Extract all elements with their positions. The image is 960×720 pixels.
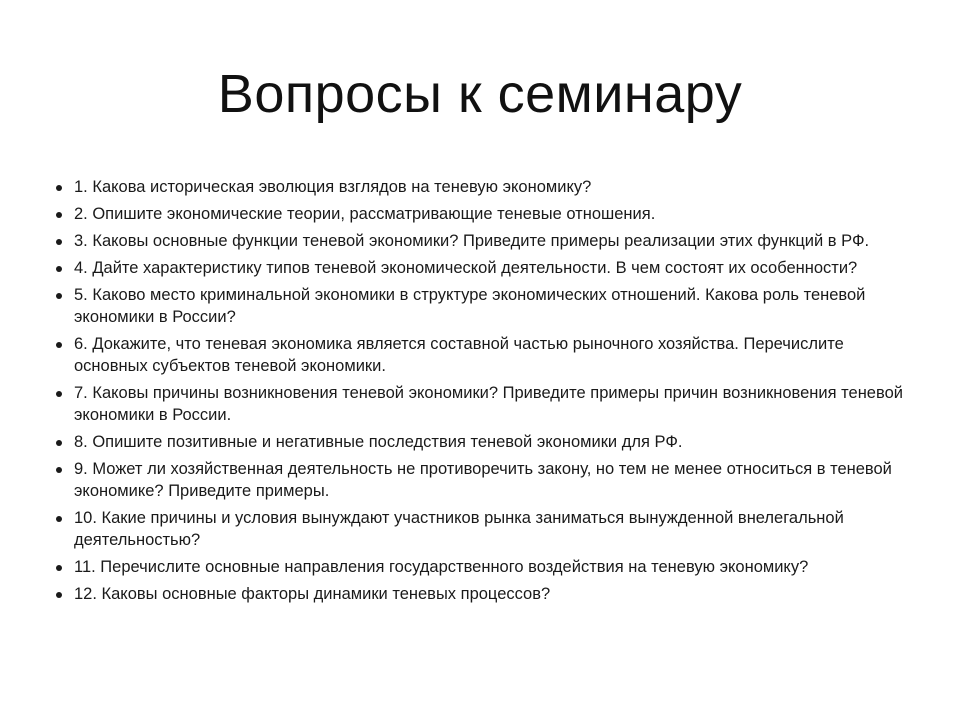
question-item	[56, 507, 916, 551]
question-item	[56, 583, 916, 605]
bullet-icon	[56, 266, 62, 272]
question-item	[56, 230, 916, 252]
bullet-icon	[56, 212, 62, 218]
bullet-icon	[56, 467, 62, 473]
bullet-icon	[56, 185, 62, 191]
question-text: 1. Какова историческая эволюция взглядов на теневую экономику?	[74, 178, 592, 196]
question-item	[56, 458, 916, 502]
slide-title: Вопросы к семинару	[217, 64, 743, 124]
bullet-icon	[56, 440, 62, 446]
question-text: 12. Каковы основные факторы динамики теневых процессов?	[74, 585, 551, 603]
question-text: 9. Может ли хозяйственная деятельность не противоречить закону, но тем не менее относиться в теневой экономике? Приведите примеры.	[74, 460, 892, 500]
question-text: 11. Перечислите основные направления государственного воздействия на теневую экономику?	[74, 558, 809, 576]
question-text: 2. Опишите экономические теории, рассматривающие теневые отношения.	[74, 205, 656, 223]
question-item	[56, 382, 916, 426]
question-item	[56, 333, 916, 377]
question-text: 6. Докажите, что теневая экономика является составной частью рыночного хозяйства. Перечислите основных субъектов теневой экономики.	[74, 335, 844, 375]
question-text: 5. Каково место криминальной экономики в структуре экономических отношений. Какова роль теневой экономики в России?	[74, 286, 866, 326]
bullet-icon	[56, 342, 62, 348]
bullet-icon	[56, 293, 62, 299]
question-item	[56, 556, 916, 578]
question-text: 7. Каковы причины возникновения теневой экономики? Приведите примеры причин возникновения теневой экономики в России.	[74, 384, 903, 424]
bullet-icon	[56, 565, 62, 571]
question-text: 10. Какие причины и условия вынуждают участников рынка заниматься вынужденной внелегальной деятельностью?	[74, 509, 844, 549]
questions-list	[56, 176, 916, 610]
question-item	[56, 176, 916, 198]
bullet-icon	[56, 239, 62, 245]
question-text: 8. Опишите позитивные и негативные последствия теневой экономики для РФ.	[74, 433, 683, 451]
question-item	[56, 203, 916, 225]
question-text: 4. Дайте характеристику типов теневой экономической деятельности. В чем состоят их особенности?	[74, 259, 858, 277]
bullet-icon	[56, 516, 62, 522]
question-item	[56, 284, 916, 328]
question-item	[56, 257, 916, 279]
bullet-icon	[56, 592, 62, 598]
question-text: 3. Каковы основные функции теневой экономики? Приведите примеры реализации этих функций в РФ.	[74, 232, 870, 250]
question-item	[56, 431, 916, 453]
bullet-icon	[56, 391, 62, 397]
